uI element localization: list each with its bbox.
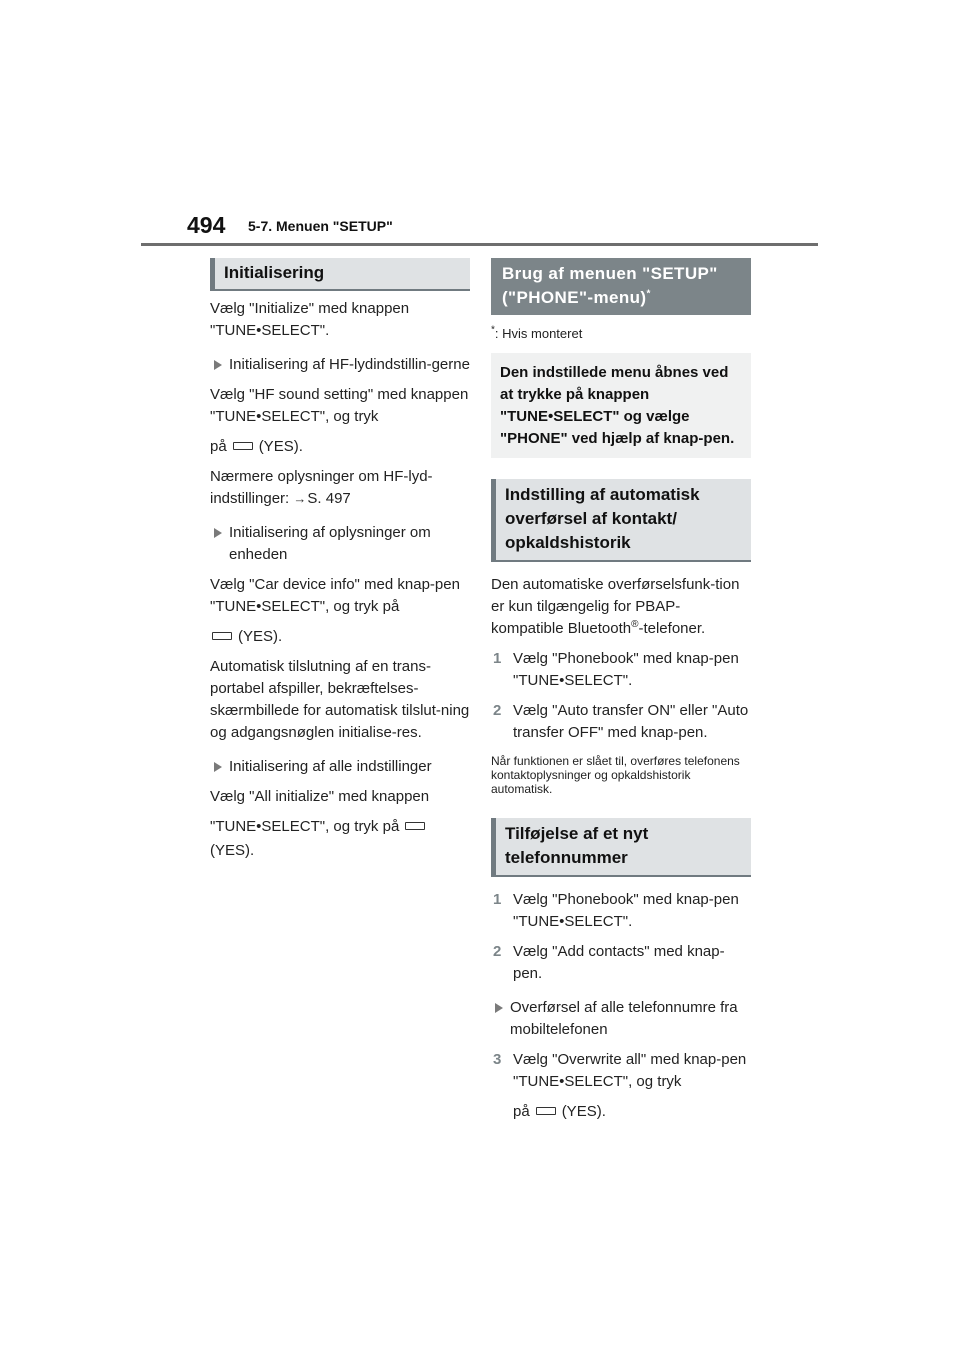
device-info-desc: Automatisk tilslutning af en trans-portabel afspiller, bekræftelses-skærmbillede for automatisk tilslut-ning og adgangsnøglen initialise-res.	[210, 658, 470, 741]
header-rule	[141, 243, 818, 246]
step-text: Vælg "Overwrite all" med knap-pen "TUNE•SELECT", og tryk	[513, 1051, 747, 1090]
bullet-label: Initialisering af oplysninger om enheden	[229, 524, 431, 563]
step-text: Vælg "Phonebook" med knap-pen "TUNE•SELECT".	[513, 891, 739, 930]
hf-sound-text: Vælg "HF sound setting" med knappen "TUNE•SELECT", og tryk	[210, 386, 469, 425]
bullet-label: Initialisering af alle indstillinger	[229, 758, 432, 775]
device-info-yes	[210, 626, 470, 648]
new-number-step-3-yes	[491, 1101, 751, 1123]
chapter-title: 5-7. Menuen "SETUP"	[248, 218, 393, 234]
reference-arrow-icon: →	[293, 491, 307, 506]
text-post: (YES).	[561, 1103, 606, 1120]
auto-transfer-step-1	[491, 648, 751, 692]
device-info-text: Vælg "Car device info" med knap-pen "TUNE•SELECT", og tryk på	[210, 576, 460, 615]
auto-transfer-intro	[491, 574, 751, 640]
new-number-step-2	[491, 941, 751, 985]
all-init-yes	[210, 816, 470, 838]
section-title-initialisering: Initialisering	[210, 258, 470, 291]
page-number: 494	[187, 212, 226, 238]
bullet-triangle-icon	[495, 1003, 503, 1013]
left-column	[210, 258, 470, 862]
step-number: 1	[493, 650, 502, 667]
auto-transfer-note: Når funktionen er slået til, overføres telefonens kontaktoplysninger og opkaldshistorik automatisk.	[491, 754, 740, 796]
step-text: Vælg "Add contacts" med knap-pen.	[513, 943, 725, 982]
step-number: 1	[493, 891, 502, 908]
all-init-yes-2: (YES).	[210, 842, 255, 859]
step-number: 3	[493, 1051, 502, 1068]
section-title-auto-transfer: Indstilling af automatisk overførsel af kontakt/ opkaldshistorik	[491, 479, 751, 562]
text-pre: på	[210, 438, 227, 455]
intro-text-end: -telefoner.	[638, 620, 706, 637]
step-number: 2	[493, 702, 502, 719]
hf-sound-ref	[210, 466, 470, 510]
text-pre: på	[513, 1103, 530, 1120]
footnote	[491, 324, 751, 341]
new-number-step-3	[491, 1049, 751, 1093]
all-init-text: Vælg "All initialize" med knappen	[210, 788, 430, 805]
section-title-new-number: Tilføjelse af et nyt telefonnummer	[491, 818, 751, 877]
bullet-triangle-icon	[214, 360, 222, 370]
step-text: Vælg "Auto transfer ON" eller "Auto transfer OFF" med knap-pen.	[513, 702, 749, 741]
bullet-transfer-all	[491, 997, 751, 1041]
text-post: (YES).	[258, 438, 303, 455]
bullet-triangle-icon	[214, 762, 222, 772]
button-icon	[233, 442, 253, 450]
bullet-device-info	[210, 522, 470, 566]
step-number: 2	[493, 943, 502, 960]
info-note-box: Den indstillede menu åbnes ved at trykke på knappen "TUNE•SELECT" og vælge "PHONE" ved hjælp af knap-pen.	[491, 353, 751, 458]
auto-transfer-step-2	[491, 700, 751, 744]
asterisk-mark: *	[646, 288, 651, 300]
text-post: (YES).	[238, 628, 283, 645]
hf-sound-yes	[210, 436, 470, 458]
new-number-step-1	[491, 889, 751, 933]
step-text: Vælg "Phonebook" med knap-pen "TUNE•SELECT".	[513, 650, 739, 689]
bullet-label: Initialisering af HF-lydindstillin-gerne	[229, 356, 470, 373]
section-title-text: Brug af menuen "SETUP" ("PHONE"-menu)	[502, 264, 718, 307]
right-column	[491, 258, 751, 1123]
button-icon	[536, 1107, 556, 1115]
page-reference-link[interactable]: S. 497	[307, 490, 351, 507]
intro-text: Den automatiske overførselsfunk-tion er kun tilgængelig for PBAP-kompatible Bluetooth	[491, 576, 740, 637]
text-pre: "TUNE•SELECT", og tryk på	[210, 818, 400, 835]
registered-mark: ®	[631, 619, 639, 630]
bullet-label: Overførsel af alle telefonnumre fra mobiltelefonen	[510, 999, 738, 1038]
footnote-mark: *	[491, 324, 495, 336]
ref-text: Nærmere oplysninger om HF-lyd-indstillinger:	[210, 468, 433, 507]
bullet-triangle-icon	[214, 528, 222, 538]
button-icon	[405, 822, 425, 830]
bullet-hf-sound	[210, 354, 470, 376]
section-title-setup-phone	[491, 258, 751, 315]
intro-text: Vælg "Initialize" med knappen "TUNE•SELECT".	[210, 300, 410, 339]
button-icon	[212, 632, 232, 640]
bullet-all-init	[210, 756, 470, 778]
footnote-text: : Hvis monteret	[494, 326, 583, 341]
